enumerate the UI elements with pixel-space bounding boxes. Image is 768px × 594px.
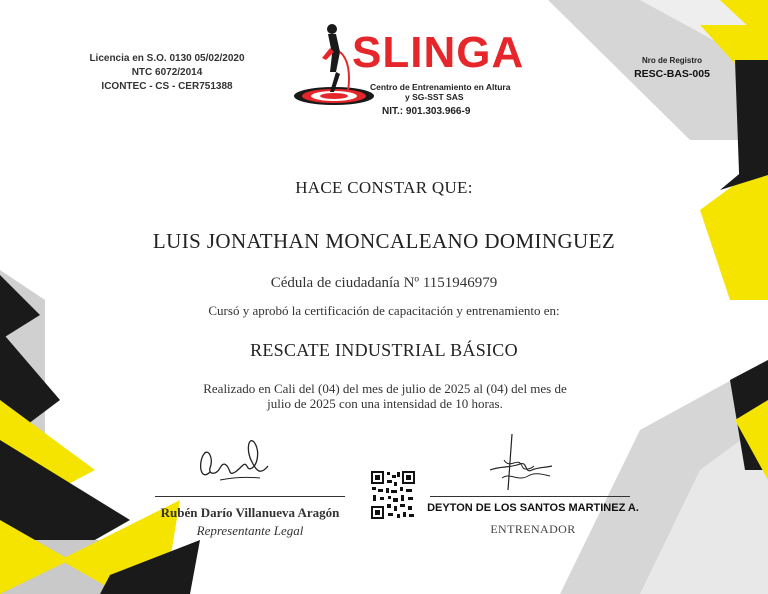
course-details-line: Realizado en Cali del (04) del mes de julio de 2025 al (04) del mes de	[203, 381, 567, 396]
signature-left-name: Rubén Darío Villanueva Aragón	[160, 505, 340, 520]
registry-number: RESC-BAS-005	[634, 68, 710, 80]
signature-right-image	[484, 430, 564, 498]
course-details-line: julio de 2025 con una intensidad de 10 horas.	[267, 396, 503, 411]
signature-right-role: ENTRENADOR	[490, 522, 576, 536]
recipient-name: LUIS JONATHAN MONCALEANO DOMINGUEZ	[152, 229, 616, 253]
signature-right-line	[430, 496, 630, 497]
signature-left-line	[155, 496, 345, 497]
qr-code-icon	[370, 470, 416, 520]
registry-info	[612, 56, 732, 80]
license-info	[52, 52, 282, 94]
license-line: NTC 6072/2014	[131, 67, 203, 78]
license-line: ICONTEC - CS - CER751388	[101, 81, 233, 92]
certification-statement: Cursó y aprobó la certificación de capacitación y entrenamiento en:	[208, 303, 560, 318]
recipient-id: Cédula de ciudadanía Nº 1151946979	[270, 275, 498, 291]
registry-label: Nro de Registro	[641, 56, 702, 65]
signature-left-image	[190, 432, 280, 496]
signature-left-role: Representante Legal	[196, 523, 304, 538]
logo-subtitle: y SG-SST SAS	[405, 92, 464, 102]
signature-right-name: DEYTON DE LOS SANTOS MARTINEZ A.	[427, 502, 639, 514]
course-title: RESCATE INDUSTRIAL BÁSICO	[250, 340, 518, 360]
brand-name: SLINGA	[352, 28, 525, 77]
certificate-heading: HACE CONSTAR QUE:	[295, 178, 473, 197]
logo-subtitle: Centro de Entrenamiento en Altura	[370, 82, 511, 92]
company-logo	[292, 18, 525, 122]
company-nit: NIT.: 901.303.966-9	[382, 106, 471, 117]
license-line: Licencia en S.O. 0130 05/02/2020	[89, 53, 245, 64]
course-details	[180, 381, 590, 411]
